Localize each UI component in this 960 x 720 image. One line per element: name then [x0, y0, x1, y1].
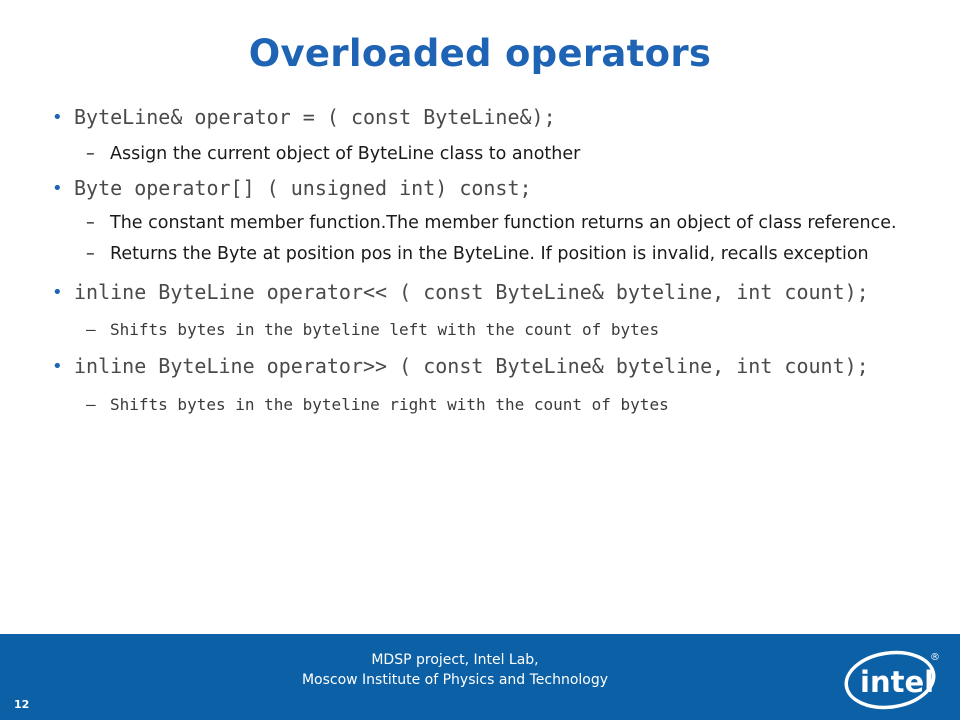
bullet-item	[48, 175, 928, 202]
sub-item-text: Assign the current object of ByteLine class to another	[110, 144, 581, 164]
footer-bar	[0, 634, 960, 720]
slide-content	[48, 104, 928, 416]
bullet-text: ByteLine& operator = ( const ByteLine&);	[74, 105, 556, 129]
sub-item-text: Shifts bytes in the byteline right with the count of bytes	[110, 395, 669, 414]
dash-icon: –	[86, 244, 95, 264]
sub-item	[48, 243, 928, 265]
bullet-item	[48, 104, 928, 131]
registered-mark: ®	[930, 652, 940, 663]
intel-logo-icon	[842, 644, 942, 714]
bullet-text: inline ByteLine operator>> ( const ByteLine& byteline, int count);	[74, 354, 869, 378]
dash-icon: –	[86, 395, 96, 414]
sub-item	[48, 319, 928, 341]
bullet-icon: •	[52, 356, 63, 377]
logo-wordmark: intel	[860, 665, 935, 699]
sub-item-text: Returns the Byte at position pos in the ByteLine. If position is invalid, recalls exception	[110, 244, 869, 264]
bullet-item	[48, 279, 928, 306]
dash-icon: –	[86, 320, 96, 339]
sub-item-text: The constant member function.The member function returns an object of class reference.	[110, 213, 897, 233]
bullet-icon: •	[52, 107, 63, 128]
sub-item	[48, 394, 928, 416]
bullet-icon: •	[52, 178, 63, 199]
sub-item-text: Shifts bytes in the byteline left with the count of bytes	[110, 320, 660, 339]
bullet-text: inline ByteLine operator<< ( const ByteLine& byteline, int count);	[74, 280, 869, 304]
bullet-item	[48, 353, 928, 380]
bullet-text: Byte operator[] ( unsigned int) const;	[74, 176, 532, 200]
sub-item	[48, 143, 928, 165]
footer-line-2: Moscow Institute of Physics and Technology	[301, 672, 609, 688]
slide-title: Overloaded operators	[248, 32, 712, 75]
dash-icon: –	[86, 213, 95, 233]
footer-line-1: MDSP project, Intel Lab,	[371, 652, 539, 668]
bullet-icon: •	[52, 282, 63, 303]
page-number: 12	[14, 698, 30, 711]
sub-item	[48, 212, 928, 234]
footer-text	[0, 650, 910, 690]
dash-icon: –	[86, 144, 95, 164]
